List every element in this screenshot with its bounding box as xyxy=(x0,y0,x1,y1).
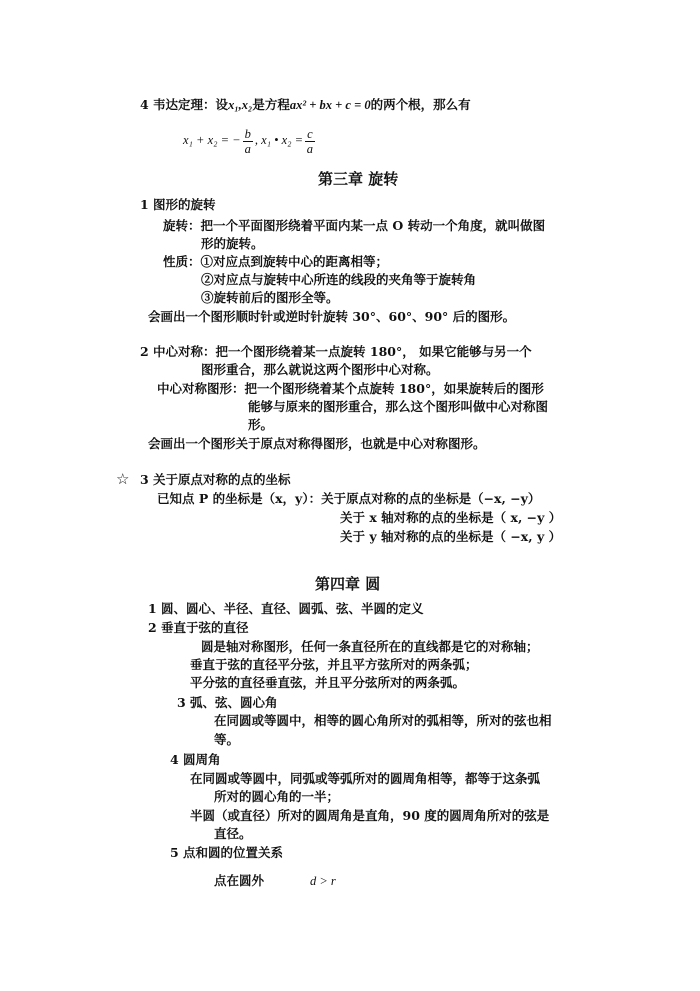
chapter3-title: 第三章 旋转 xyxy=(318,170,399,188)
vieta-mid: 是方程 xyxy=(252,97,290,112)
c3-section2-line1: 2 中心对称：把一个图形绕着某一点旋转 180°， 如果它能够与另一个 xyxy=(140,344,532,359)
vieta-sep: , x₁ • x₂ = xyxy=(254,133,304,147)
vieta-frac-c-a xyxy=(305,127,315,156)
c3-draw-rotation: 会画出一个图形顺时针或逆时针旋转 30°、60°、90° 后的图形。 xyxy=(148,309,516,324)
c3-section2-line2: 图形重合，那么就说这两个图形中心对称。 xyxy=(201,362,439,377)
c3-section2-line6: 会画出一个图形关于原点对称得图形，也就是中心对称图形。 xyxy=(148,436,486,451)
vieta-sum-left: x₁ + x₂ = − xyxy=(183,133,241,147)
vieta-frac-num-b: b xyxy=(244,126,251,141)
c3-property-3: ③旋转前后的图形全等。 xyxy=(201,290,339,305)
c4-item5-title: 5 点和圆的位置关系 xyxy=(170,845,284,860)
c4-item4-title: 4 圆周角 xyxy=(170,752,221,767)
vieta-line xyxy=(140,97,471,113)
c3-section1-title: 1 图形的旋转 xyxy=(140,197,216,212)
c4-item2-title: 2 垂直于弦的直径 xyxy=(148,620,249,635)
vieta-tail: 的两个根，那么有 xyxy=(370,97,471,112)
c4-item3-line1: 在同圆或等圆中，相等的圆心角所对的弧相等，所对的弦也相 xyxy=(214,713,552,728)
star-icon: ☆ xyxy=(116,470,130,488)
c3-section2-line3: 中心对称图形：把一个图形绕着某个点旋转 180°，如果旋转后的图形 xyxy=(157,381,544,396)
c4-item2-line2: 垂直于弦的直径平分弦，并且平方弦所对的两条弧； xyxy=(190,657,478,672)
c4-item1: 1 圆、圆心、半径、直径、圆弧、弦、半圆的定义 xyxy=(148,601,424,616)
c4-item3-line2: 等。 xyxy=(214,732,240,747)
chapter4-title: 第四章 圆 xyxy=(315,575,381,593)
c4-item4-line3: 半圆（或直径）所对的圆周角是直角，90 度的圆周角所对的弦是 xyxy=(190,808,550,823)
c4-item2-line3: 平分弦的直径垂直弦，并且平分弦所对的两条弧。 xyxy=(190,675,466,690)
c4-item4-line4: 直径。 xyxy=(214,826,252,841)
vieta-frac-den-a: a xyxy=(244,141,251,156)
c3-section2-line5: 形。 xyxy=(248,417,274,432)
c4-item5-relation: d > r xyxy=(310,874,336,888)
c3-section3-line2: 关于 x 轴对称的点的坐标是（ x, −y ） xyxy=(340,510,562,525)
c3-property-1: 性质：①对应点到旋转中心的距离相等； xyxy=(163,254,389,269)
c3-rotation-def-2: 形的旋转。 xyxy=(201,236,264,251)
vieta-roots: x₁,x₂ xyxy=(228,98,253,112)
c4-item3-title: 3 弧、弦、圆心角 xyxy=(177,695,278,710)
vieta-equation: ax² + bx + c = 0 xyxy=(289,98,371,112)
c3-rotation-def-1: 旋转：把一个平面图形绕着平面内某一点 O 转动一个角度，就叫做图 xyxy=(163,218,546,233)
c3-section2-line4: 能够与原来的图形重合，那么这个图形叫做中心对称图 xyxy=(248,399,549,414)
c4-item4-line1: 在同圆或等圆中，同弧或等弧所对的圆周角相等，都等于这条弧 xyxy=(190,771,541,786)
c4-item2-line1: 圆是轴对称图形，任何一条直径所在的直线都是它的对称轴； xyxy=(201,639,539,654)
vieta-label: 4 韦达定理：设 xyxy=(140,97,229,112)
c4-item4-line2: 所对的圆心角的一半； xyxy=(214,789,340,804)
vieta-frac-num-c: c xyxy=(307,126,313,141)
c3-property-2: ②对应点与旋转中心所连的线段的夹角等于旋转角 xyxy=(201,272,477,287)
vieta-frac-den-a2: a xyxy=(306,141,313,156)
c4-item5-label: 点在圆外 xyxy=(214,873,265,888)
c3-section3-title: 3 关于原点对称的点的坐标 xyxy=(140,472,291,487)
c3-section3-line3: 关于 y 轴对称的点的坐标是（ −x, y ） xyxy=(340,529,562,544)
c3-section3-line1: 已知点 P 的坐标是（x，y）：关于原点对称的点的坐标是（−x, −y） xyxy=(157,491,541,506)
vieta-frac-b-a xyxy=(243,127,253,156)
vieta-formula xyxy=(183,126,317,156)
